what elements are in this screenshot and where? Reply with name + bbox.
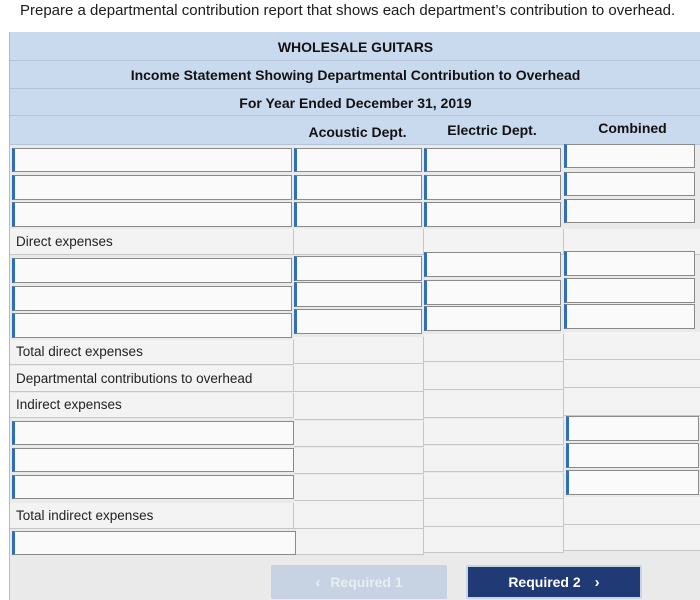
empty-cell [424, 527, 564, 553]
empty-cell [424, 419, 564, 445]
statement-title: Income Statement Showing Departmental Contribution to Overhead [130, 67, 581, 83]
empty-cell [294, 392, 424, 420]
acoustic-amount-input[interactable] [294, 175, 422, 200]
next-required-button[interactable] [466, 565, 642, 599]
combined-direct-input[interactable] [564, 278, 695, 303]
empty-cell [294, 501, 424, 529]
header-band-columns [10, 116, 700, 145]
electric-direct-input[interactable] [424, 280, 561, 305]
empty-cell [424, 499, 564, 527]
empty-cell [424, 390, 564, 418]
previous-required-label: Required 1 [330, 574, 403, 590]
chevron-right-icon: › [594, 573, 600, 591]
combined-amount-input[interactable] [564, 144, 695, 168]
total-direct-label: Total direct expenses [16, 344, 143, 359]
acoustic-direct-input[interactable] [294, 309, 422, 334]
total-indirect-label: Total indirect expenses [16, 508, 154, 523]
electric-direct-input[interactable] [424, 306, 561, 331]
column-header-combined: Combined [598, 120, 667, 136]
empty-cell [424, 473, 564, 499]
dept-contribution-row [10, 366, 294, 392]
indirect-expenses-label: Indirect expenses [16, 397, 122, 412]
electric-amount-input[interactable] [424, 148, 561, 172]
direct-expenses-row [10, 229, 294, 255]
combined-direct-input[interactable] [564, 251, 695, 276]
direct-expenses-label: Direct expenses [16, 234, 113, 249]
empty-cell [294, 421, 424, 447]
chevron-left-icon: ‹ [315, 573, 321, 591]
statement-period: For Year Ended December 31, 2019 [239, 95, 472, 111]
combined-indirect-input[interactable] [566, 470, 699, 495]
direct-expense-label-input[interactable] [12, 258, 292, 283]
line-item-label-input[interactable] [12, 202, 292, 227]
empty-cell [564, 332, 700, 360]
company-name: WHOLESALE GUITARS [277, 39, 434, 55]
indirect-expense-label-input[interactable] [12, 421, 294, 445]
line-item-label-input[interactable] [12, 175, 292, 200]
line-item-label-input[interactable] [12, 148, 292, 172]
acoustic-direct-input[interactable] [294, 282, 422, 307]
next-required-label: Required 2 [508, 574, 581, 590]
empty-cell [294, 448, 424, 474]
empty-cell [424, 446, 564, 472]
empty-cell [564, 388, 700, 416]
acoustic-direct-input[interactable] [294, 256, 422, 281]
previous-required-button[interactable] [271, 565, 447, 599]
empty-cell [294, 229, 424, 255]
empty-cell [564, 360, 700, 388]
header-band-company [10, 32, 700, 61]
combined-amount-input[interactable] [564, 199, 695, 223]
question-prompt: Prepare a departmental contribution report that shows each department’s contribution to overhead. [20, 2, 676, 19]
direct-expense-label-input[interactable] [12, 286, 292, 311]
empty-cell [564, 525, 700, 551]
combined-indirect-input[interactable] [566, 443, 699, 468]
empty-cell [294, 364, 424, 392]
empty-cell [424, 334, 564, 362]
empty-cell [294, 337, 424, 364]
total-direct-row [10, 340, 294, 365]
indirect-expenses-row [10, 393, 294, 418]
electric-amount-input[interactable] [424, 202, 561, 227]
empty-cell [424, 362, 564, 390]
header-band-period [10, 89, 700, 116]
total-indirect-row [10, 503, 294, 529]
header-band-title [10, 61, 700, 89]
acoustic-amount-input[interactable] [294, 202, 422, 227]
indirect-expense-label-input[interactable] [12, 475, 294, 499]
direct-expense-label-input[interactable] [12, 313, 292, 338]
contribution-report-table [9, 32, 700, 600]
column-header-electric: Electric Dept. [447, 122, 537, 138]
net-income-label-input[interactable] [12, 531, 296, 555]
combined-amount-input[interactable] [564, 172, 695, 196]
combined-direct-input[interactable] [564, 304, 695, 329]
acoustic-amount-input[interactable] [294, 148, 422, 172]
empty-cell [564, 497, 700, 525]
indirect-expense-label-input[interactable] [12, 448, 294, 472]
empty-cell [294, 475, 424, 501]
combined-indirect-input[interactable] [566, 416, 699, 441]
electric-amount-input[interactable] [424, 175, 561, 200]
column-header-acoustic: Acoustic Dept. [308, 124, 407, 140]
electric-direct-input[interactable] [424, 252, 561, 277]
empty-cell [296, 529, 424, 555]
dept-contribution-label: Departmental contributions to overhead [16, 371, 253, 386]
